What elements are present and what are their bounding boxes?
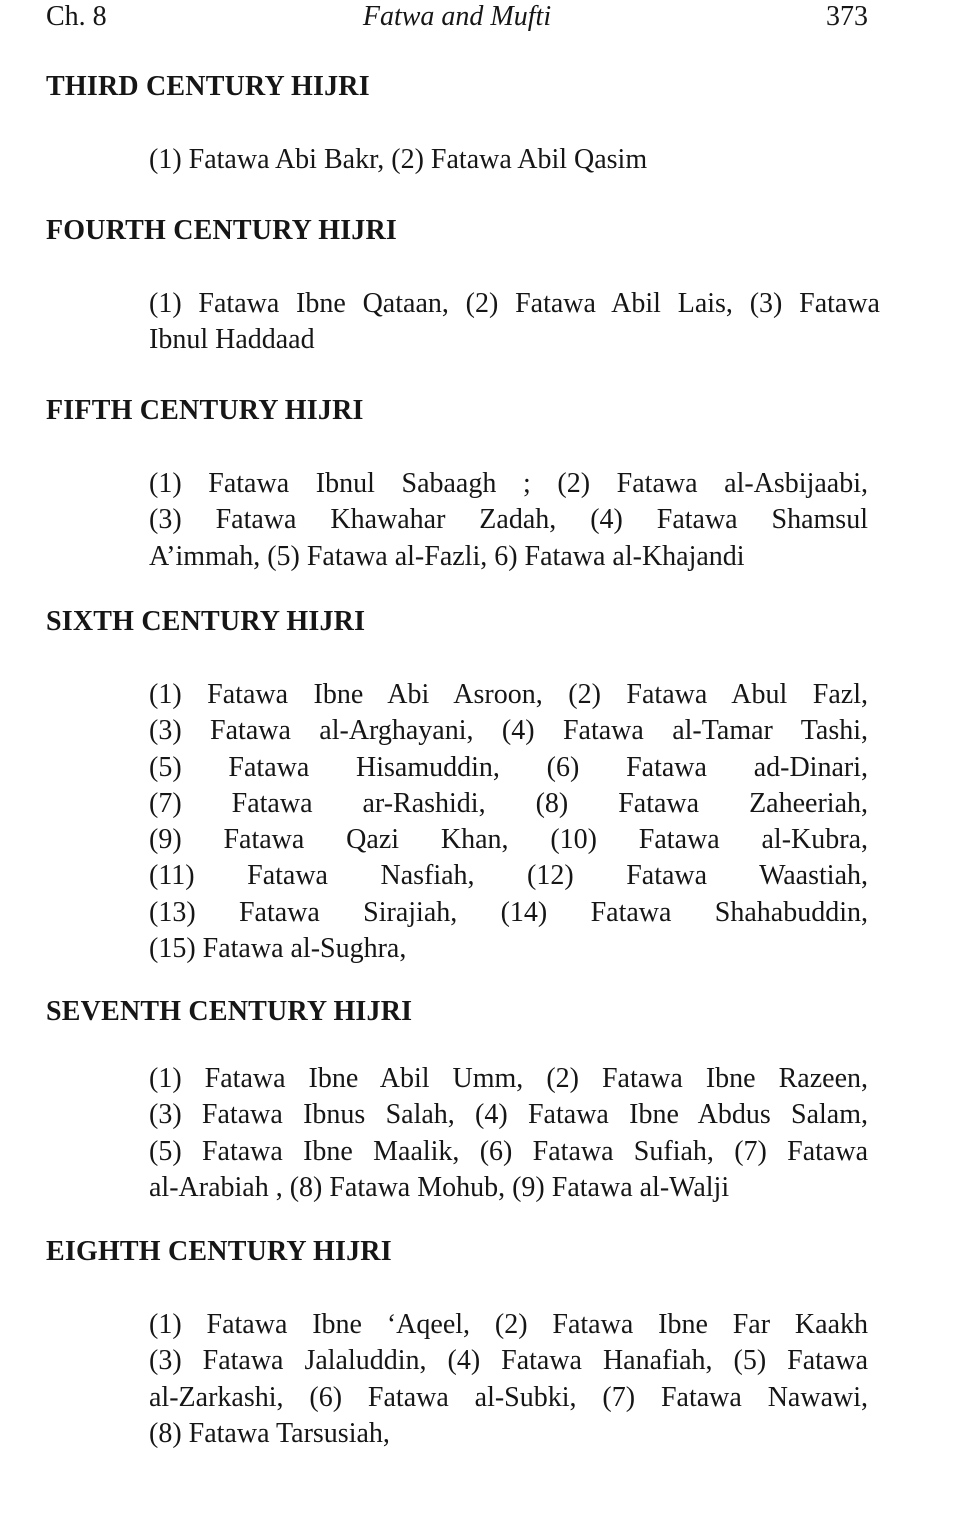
section-entries-seventh-century bbox=[149, 1061, 868, 1206]
entry-line: (3) Fatawa Ibnus Salah, (4) Fatawa Ibne Abdus Salam, bbox=[149, 1099, 868, 1131]
entry-line: (9) Fatawa Qazi Khan, (10) Fatawa al-Kubra, bbox=[149, 824, 868, 856]
entry-line: (1) Fatawa Ibnul Sabaagh ; (2) Fatawa al-Asbijaabi, bbox=[149, 468, 868, 499]
section-entries-fifth-century bbox=[149, 466, 868, 575]
entry-line: (3) Fatawa Jalaluddin, (4) Fatawa Hanafiah, (5) Fatawa bbox=[149, 1345, 868, 1377]
entry-line: (15) Fatawa al-Sughra, bbox=[149, 933, 407, 965]
section-heading-fifth-century: FIFTH CENTURY HIJRI bbox=[46, 395, 364, 426]
entry-line: (7) Fatawa ar-Rashidi, (8) Fatawa Zaheeriah, bbox=[149, 787, 868, 819]
entry-line: (1) Fatawa Ibne Abil Umm, (2) Fatawa Ibne Razeen, bbox=[149, 1063, 868, 1094]
section-heading-seventh-century: SEVENTH CENTURY HIJRI bbox=[46, 996, 413, 1027]
entry-line: (3) Fatawa Khawahar Zadah, (4) Fatawa Shamsul bbox=[149, 504, 868, 536]
section-entries-fourth-century bbox=[149, 286, 880, 359]
entry-line: (5) Fatawa Ibne Maalik, (6) Fatawa Sufiah, (7) Fatawa bbox=[149, 1135, 868, 1167]
entry-line: (1) Fatawa Ibne Abi Asroon, (2) Fatawa Abul Fazl, bbox=[149, 679, 868, 710]
entry-line: (1) Fatawa Abi Bakr, (2) Fatawa Abil Qasim bbox=[149, 144, 648, 175]
section-heading-third-century: THIRD CENTURY HIJRI bbox=[46, 71, 370, 102]
section-entries-eighth-century bbox=[149, 1307, 868, 1452]
entry-line: (5) Fatawa Hisamuddin, (6) Fatawa ad-Dinari, bbox=[149, 751, 868, 783]
entry-line: A’immah, (5) Fatawa al-Fazli, 6) Fatawa al-Khajandi bbox=[149, 540, 745, 572]
entry-line: (13) Fatawa Sirajiah, (14) Fatawa Shahabuddin, bbox=[149, 896, 868, 928]
entry-line: (11) Fatawa Nasfiah, (12) Fatawa Waastiah, bbox=[149, 860, 868, 892]
entry-line: al-Zarkashi, (6) Fatawa al-Subki, (7) Fatawa Nawawi, bbox=[149, 1381, 868, 1413]
running-title: Fatwa and Mufti bbox=[362, 1, 552, 32]
running-head bbox=[46, 0, 868, 36]
entry-line: (8) Fatawa Tarsusiah, bbox=[149, 1417, 390, 1449]
entry-line: (1) Fatawa Ibne Qataan, (2) Fatawa Abil Lais, (3) Fatawa bbox=[149, 288, 880, 319]
section-entries-sixth-century bbox=[149, 677, 868, 967]
entry-line: (3) Fatawa al-Arghayani, (4) Fatawa al-Tamar Tashi, bbox=[149, 715, 868, 747]
entry-line: al-Arabiah , (8) Fatawa Mohub, (9) Fatawa al-Walji bbox=[149, 1171, 730, 1203]
section-entries-third-century bbox=[149, 142, 868, 178]
section-heading-fourth-century: FOURTH CENTURY HIJRI bbox=[46, 215, 398, 246]
chapter-label: Ch. 8 bbox=[46, 1, 107, 32]
section-heading-sixth-century: SIXTH CENTURY HIJRI bbox=[46, 606, 366, 637]
section-heading-eighth-century: EIGHTH CENTURY HIJRI bbox=[46, 1236, 392, 1267]
entry-line: Ibnul Haddaad bbox=[149, 324, 315, 356]
page-number: 373 bbox=[826, 1, 868, 32]
entry-line: (1) Fatawa Ibne ‘Aqeel, (2) Fatawa Ibne Far Kaakh bbox=[149, 1309, 868, 1340]
